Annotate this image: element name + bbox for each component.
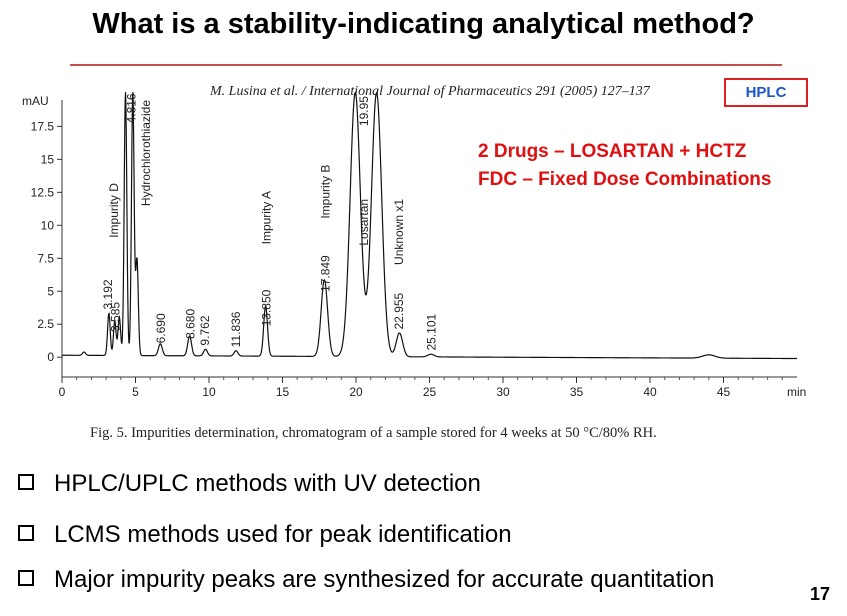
y-tick-label: 17.5: [30, 119, 54, 134]
x-tick-label: 35: [569, 385, 584, 399]
hplc-badge-label: HPLC: [745, 84, 787, 101]
peak-label: 3.192: [100, 279, 115, 310]
bullet-text: Major impurity peaks are synthesized for accurate quantitation: [54, 566, 715, 593]
checkbox-icon: [18, 525, 34, 541]
y-tick-label: 10: [40, 218, 54, 233]
peak-label: Impurity B: [318, 164, 333, 219]
peak-label: 6.690: [153, 313, 168, 344]
peak-label: 11.836: [228, 311, 243, 348]
y-axis-label: mAU: [22, 94, 49, 108]
peak-label: 9.762: [198, 315, 212, 346]
page-number: 17: [810, 584, 831, 604]
x-tick-label: 5: [132, 385, 139, 399]
peak-label: 17.849: [318, 255, 333, 292]
bullet-item: [18, 521, 512, 549]
bullet-item: [18, 470, 481, 498]
x-tick-label: 0: [58, 385, 66, 399]
slide-title: What is a stability-indicating analytical method?: [92, 8, 755, 40]
peak-label: 4.816: [124, 93, 139, 124]
peak-label: Unknown x1: [392, 198, 407, 265]
peak-label: 8.680: [183, 308, 198, 339]
x-tick-label: 40: [643, 385, 657, 399]
drugs-note-line2: FDC – Fixed Dose Combinations: [478, 169, 772, 190]
bullet-item: [18, 566, 714, 594]
x-tick-label: 25: [422, 385, 437, 399]
x-tick-label: 15: [275, 385, 290, 399]
y-tick-label: 7.5: [37, 251, 54, 266]
y-tick-label: 12.5: [30, 185, 54, 200]
peak-label: 3.585: [108, 301, 123, 332]
y-tick-label: 5: [47, 284, 54, 299]
peak-label: Losartan: [356, 198, 371, 246]
x-tick-label: 45: [716, 385, 731, 399]
x-tick-label: 10: [202, 385, 216, 399]
y-tick-label: 15: [40, 152, 54, 167]
x-tick-label: 30: [496, 385, 510, 399]
bullet-text: HPLC/UPLC methods with UV detection: [54, 470, 481, 497]
checkbox-icon: [18, 570, 34, 586]
checkbox-icon: [18, 474, 34, 490]
y-tick-label: 2.5: [37, 317, 54, 332]
peak-label: 25.101: [424, 313, 439, 351]
drugs-note-line1: 2 Drugs – LOSARTAN + HCTZ: [478, 141, 747, 162]
y-tick-label: 0: [47, 350, 54, 365]
peak-label: 19.95: [356, 96, 371, 127]
peak-label: Impurity A: [259, 191, 274, 245]
figure-caption: Fig. 5. Impurities determination, chromatogram of a sample stored for 4 weeks at 50 °C/80% RH.: [90, 425, 657, 441]
peak-label: 22.955: [392, 292, 407, 330]
bullet-text: LCMS methods used for peak identification: [54, 521, 512, 548]
citation: M. Lusina et al. / International Journal of Pharmaceutics 291 (2005) 127–137: [210, 84, 650, 99]
x-tick-label: 20: [349, 385, 363, 399]
peak-label: Impurity D: [106, 183, 121, 238]
peak-label: 13.850: [259, 289, 274, 327]
x-axis-label: min: [787, 385, 807, 399]
peak-label: Hydrochlorothiazide: [139, 100, 154, 207]
